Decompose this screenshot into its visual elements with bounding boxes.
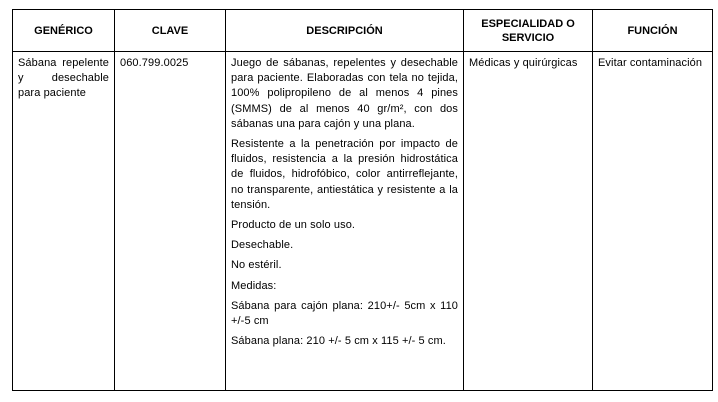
header-clave: CLAVE xyxy=(115,10,226,52)
descripcion-paragraph: Sábana plana: 210 +/- 5 cm x 115 +/- 5 cm. xyxy=(231,335,446,348)
descripcion-paragraph: Sábana para cajón plana: 210+/- 5cm x 110 +/-5 cm xyxy=(231,299,458,328)
cell-funcion: Evitar contaminación xyxy=(593,52,713,391)
cell-descripcion xyxy=(226,52,464,391)
table-row xyxy=(13,52,713,391)
descripcion-paragraph: No estéril. xyxy=(231,259,282,272)
cell-generico: Sábana repelente y desechable para paciente xyxy=(13,52,115,391)
header-especialidad: ESPECIALIDAD O SERVICIO xyxy=(464,10,593,52)
descripcion-paragraph: Medidas: xyxy=(231,279,277,292)
header-descripcion: DESCRIPCIÓN xyxy=(226,10,464,52)
descripcion-paragraph: Juego de sábanas, repelentes y desechable para paciente. Elaboradas con tela no tejida, 100% polipropileno de al menos 4 pines (SMMS) de al menos 40 gr/m², con dos sábanas una para cajón y una plana. xyxy=(231,57,458,130)
cell-especialidad: Médicas y quirúrgicas xyxy=(464,52,593,391)
header-funcion: FUNCIÓN xyxy=(593,10,713,52)
product-table xyxy=(12,9,713,391)
header-row xyxy=(13,10,713,52)
descripcion-paragraph: Resistente a la penetración por impacto de fluidos, resistencia a la presión hidrostática de fluidos, hidrofóbico, color antirreflejante, no transparente, antiestática y resistente a la tensión. xyxy=(231,138,458,211)
descripcion-paragraph: Producto de un solo uso. xyxy=(231,219,356,232)
descripcion-paragraph: Desechable. xyxy=(231,239,294,252)
cell-clave: 060.799.0025 xyxy=(115,52,226,391)
header-generico: GENÉRICO xyxy=(13,10,115,52)
